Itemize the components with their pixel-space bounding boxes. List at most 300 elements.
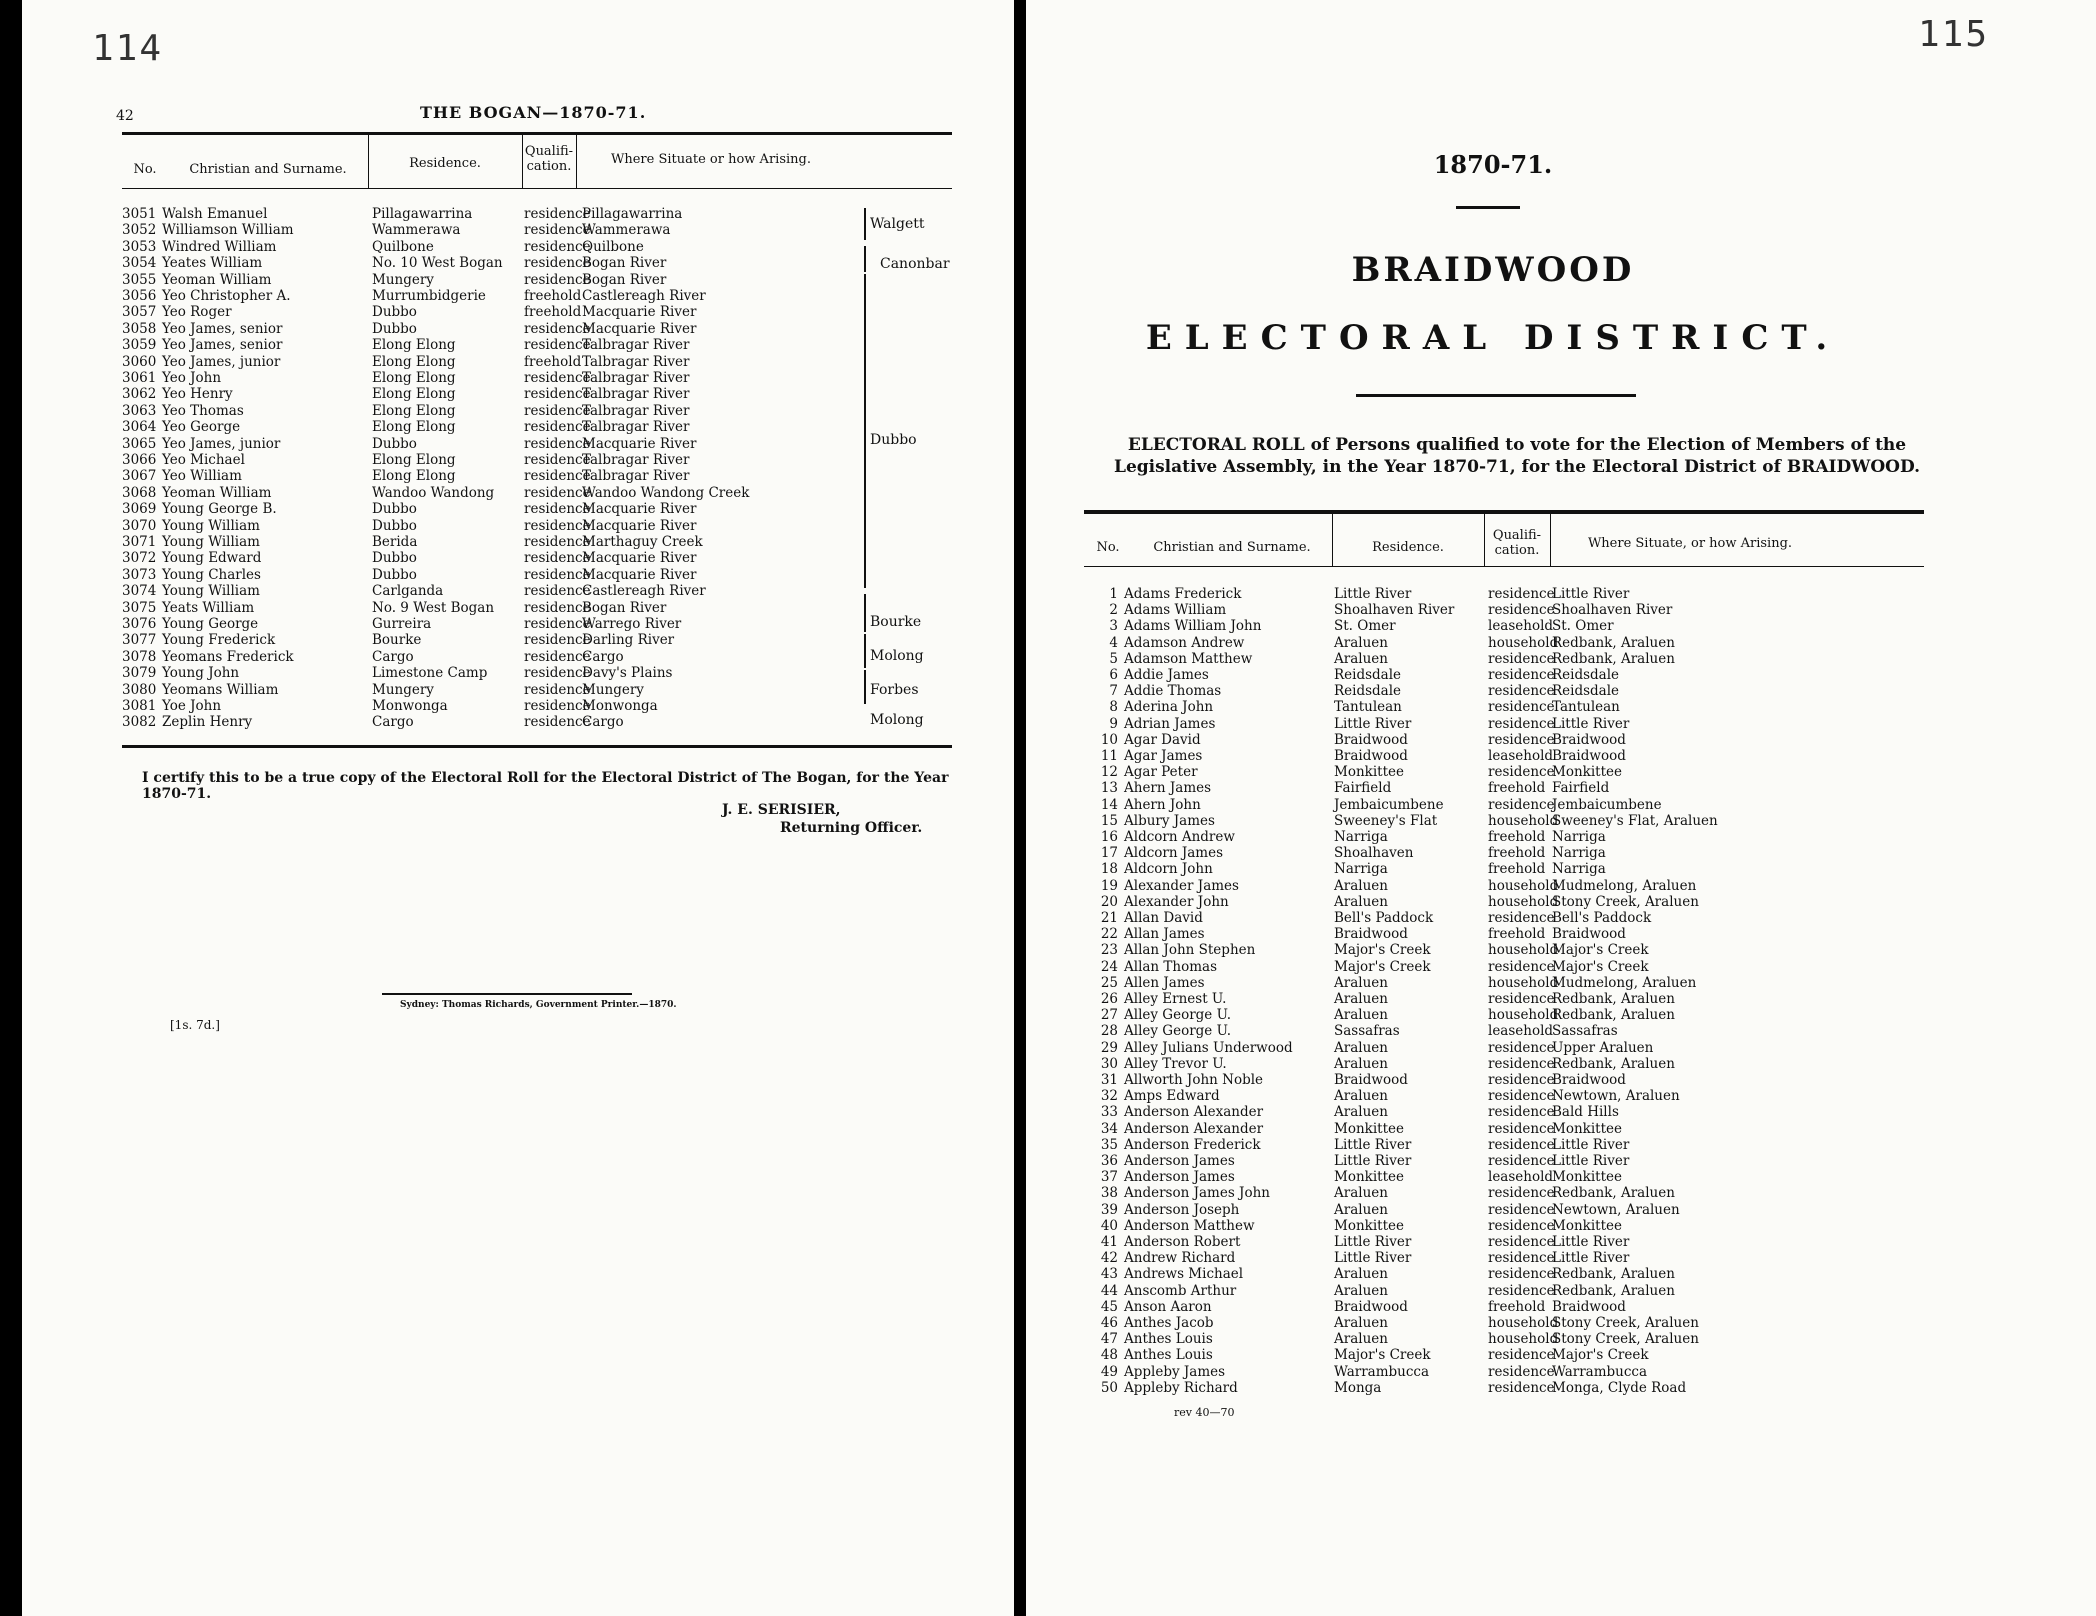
cell-residence: Araluen bbox=[1334, 1282, 1388, 1299]
cell-no: 26 bbox=[1100, 991, 1118, 1007]
table-row bbox=[1084, 797, 1924, 813]
cell-qual: leasehold bbox=[1488, 1023, 1554, 1040]
table-row bbox=[1084, 1185, 1924, 1201]
cell-qual: freehold bbox=[524, 353, 582, 370]
cell-name: Ahern John bbox=[1124, 796, 1201, 813]
cell-no: 28 bbox=[1100, 1023, 1118, 1040]
right-page bbox=[1026, 0, 2096, 1616]
table-row bbox=[122, 616, 952, 632]
cell-residence: Limestone Camp bbox=[372, 665, 488, 682]
cell-residence: Araluen bbox=[1334, 650, 1388, 667]
table-row bbox=[1084, 1023, 1924, 1039]
cell-residence: Mungery bbox=[372, 681, 434, 698]
cell-where: Narriga bbox=[1552, 845, 1606, 862]
table-row bbox=[1084, 1121, 1924, 1137]
table-row bbox=[122, 518, 952, 534]
cell-residence: Little River bbox=[1334, 715, 1412, 732]
cell-name: Yeo James, senior bbox=[162, 337, 283, 354]
cell-no: 45 bbox=[1100, 1298, 1118, 1315]
cell-qual: household bbox=[1488, 1007, 1559, 1024]
cell-where: Redbank, Araluen bbox=[1552, 991, 1675, 1007]
table-row bbox=[122, 649, 952, 665]
cell-where: Redbank, Araluen bbox=[1552, 1282, 1675, 1299]
table-row bbox=[122, 337, 952, 353]
cell-qual: residence bbox=[524, 337, 591, 354]
cell-name: Young Charles bbox=[162, 566, 261, 583]
cell-where: Stony Creek, Araluen bbox=[1552, 1315, 1699, 1331]
cell-no: 3070 bbox=[122, 517, 157, 534]
cell-where: Macquarie River bbox=[582, 550, 697, 567]
cell-residence: Narriga bbox=[1334, 861, 1388, 878]
cell-qual: residence bbox=[524, 255, 591, 272]
signatory-title: Returning Officer. bbox=[780, 820, 923, 836]
cell-qual: residence bbox=[524, 419, 591, 436]
cell-residence: Araluen bbox=[1334, 1039, 1388, 1056]
cell-name: Yeates William bbox=[162, 255, 263, 272]
cell-qual: residence bbox=[1488, 715, 1555, 732]
table-row bbox=[1084, 667, 1924, 683]
cell-where: Talbragar River bbox=[582, 402, 690, 419]
cell-where: Newtown, Araluen bbox=[1552, 1088, 1680, 1105]
table-row bbox=[1084, 1137, 1924, 1153]
table-row bbox=[122, 206, 952, 222]
cell-no: 48 bbox=[1100, 1347, 1118, 1364]
cell-no: 10 bbox=[1100, 731, 1118, 748]
table-row bbox=[1084, 975, 1924, 991]
cell-residence: Araluen bbox=[1334, 1104, 1388, 1121]
cell-qual: residence bbox=[1488, 1185, 1555, 1202]
cell-where: Cargo bbox=[582, 714, 624, 731]
cell-qual: leasehold bbox=[1488, 748, 1554, 764]
cell-residence: Dubbo bbox=[372, 501, 417, 518]
handwritten-page-number: 114 bbox=[92, 28, 164, 69]
cell-qual: residence bbox=[1488, 1379, 1555, 1396]
cell-name: Anderson James John bbox=[1124, 1185, 1270, 1202]
cell-no: 8 bbox=[1109, 699, 1118, 716]
cell-name: Yeo James, junior bbox=[162, 353, 281, 370]
table-row bbox=[1084, 878, 1924, 894]
table-row bbox=[122, 550, 952, 566]
table-row bbox=[1084, 1040, 1924, 1056]
cell-no: 3074 bbox=[122, 583, 157, 600]
cell-name: Yeo William bbox=[162, 468, 242, 485]
division-label: Molong bbox=[870, 712, 924, 728]
cell-where: Macquarie River bbox=[582, 517, 697, 534]
cell-no: 25 bbox=[1100, 974, 1118, 991]
table-row bbox=[1084, 959, 1924, 975]
handwritten-page-number: 115 bbox=[1918, 14, 1990, 55]
cell-no: 3057 bbox=[122, 304, 157, 321]
cell-where: Talbragar River bbox=[582, 419, 690, 436]
table-row bbox=[1084, 942, 1924, 958]
cell-qual: residence bbox=[1488, 910, 1555, 926]
cell-qual: residence bbox=[524, 534, 591, 550]
cell-qual: freehold bbox=[1488, 780, 1546, 797]
col-qualification: Qualifi-cation. bbox=[524, 144, 574, 174]
table-row bbox=[122, 304, 952, 320]
cell-where: Warrego River bbox=[582, 616, 682, 632]
table-row bbox=[1084, 926, 1924, 942]
cell-qual: residence bbox=[524, 435, 591, 452]
table-row bbox=[1084, 1380, 1924, 1396]
cell-qual: residence bbox=[1488, 1201, 1555, 1218]
cell-qual: household bbox=[1488, 1315, 1559, 1331]
cell-name: Allan David bbox=[1124, 910, 1203, 926]
table-row bbox=[1084, 602, 1924, 618]
cell-residence: Little River bbox=[1334, 1136, 1412, 1153]
division-label: Forbes bbox=[870, 682, 919, 698]
cell-no: 3052 bbox=[122, 222, 157, 239]
cell-where: Little River bbox=[1552, 1136, 1630, 1153]
cell-name: Adrian James bbox=[1124, 715, 1216, 732]
table-row bbox=[1084, 683, 1924, 699]
table-row bbox=[1084, 1218, 1924, 1234]
cell-no: 50 bbox=[1100, 1379, 1118, 1396]
cell-residence: Araluen bbox=[1334, 1331, 1388, 1348]
cell-where: Talbragar River bbox=[582, 468, 690, 485]
cell-residence: Araluen bbox=[1334, 1055, 1388, 1072]
cell-no: 19 bbox=[1100, 877, 1118, 894]
cell-name: Anthes Louis bbox=[1124, 1331, 1213, 1348]
cell-qual: household bbox=[1488, 812, 1559, 829]
cell-name: Agar David bbox=[1124, 731, 1201, 748]
cell-name: Yeo John bbox=[162, 370, 222, 386]
cell-residence: Araluen bbox=[1334, 1007, 1388, 1024]
cell-name: Andrew Richard bbox=[1124, 1250, 1236, 1267]
cell-name: Young Frederick bbox=[162, 632, 276, 649]
cell-residence: Elong Elong bbox=[372, 419, 456, 436]
cell-residence: Fairfield bbox=[1334, 780, 1392, 797]
division-label: Bourke bbox=[870, 614, 922, 630]
table-row bbox=[122, 567, 952, 583]
cell-qual: residence bbox=[524, 468, 591, 485]
table-row bbox=[122, 682, 952, 698]
cell-where: Redbank, Araluen bbox=[1552, 1055, 1675, 1072]
cell-where: Talbragar River bbox=[582, 337, 690, 354]
cell-no: 29 bbox=[1100, 1039, 1118, 1056]
cell-no: 3069 bbox=[122, 501, 157, 518]
year-heading: 1870-71. bbox=[1433, 150, 1553, 179]
cell-where: Narriga bbox=[1552, 829, 1606, 845]
table-row bbox=[122, 534, 952, 550]
cell-qual: freehold bbox=[524, 288, 582, 304]
table-row bbox=[122, 272, 952, 288]
cell-no: 3078 bbox=[122, 648, 157, 665]
cell-name: Yoe John bbox=[162, 698, 222, 714]
cell-residence: Bell's Paddock bbox=[1334, 910, 1434, 926]
table-row bbox=[122, 403, 952, 419]
table-row bbox=[1084, 845, 1924, 861]
cell-residence: Murrumbidgerie bbox=[372, 288, 486, 304]
cell-name: Anderson Alexander bbox=[1124, 1104, 1264, 1121]
district-name: BRAIDWOOD bbox=[1351, 250, 1635, 290]
cell-no: 47 bbox=[1100, 1331, 1118, 1348]
cell-residence: Braidwood bbox=[1334, 748, 1408, 764]
cell-qual: residence bbox=[524, 681, 591, 698]
cell-qual: leasehold bbox=[1488, 618, 1554, 635]
cell-residence: Braidwood bbox=[1334, 926, 1408, 943]
cell-where: Upper Araluen bbox=[1552, 1039, 1654, 1056]
cell-where: Cargo bbox=[582, 648, 624, 665]
cell-where: Talbragar River bbox=[582, 386, 690, 403]
cell-qual: freehold bbox=[1488, 926, 1546, 943]
cell-no: 42 bbox=[1100, 1250, 1118, 1267]
table-row bbox=[1084, 618, 1924, 634]
cell-residence: Reidsdale bbox=[1334, 683, 1402, 700]
cell-name: Yeo Michael bbox=[162, 452, 245, 468]
cell-residence: Monkittee bbox=[1334, 1217, 1404, 1234]
cell-where: Mudmelong, Araluen bbox=[1552, 877, 1697, 894]
cell-residence: Little River bbox=[1334, 1250, 1412, 1267]
cell-residence: No. 10 West Bogan bbox=[372, 255, 503, 272]
cell-no: 16 bbox=[1100, 829, 1118, 845]
cell-no: 36 bbox=[1100, 1153, 1118, 1169]
cell-no: 3063 bbox=[122, 402, 157, 419]
cell-qual: residence bbox=[524, 238, 591, 255]
cell-where: Monwonga bbox=[582, 698, 658, 714]
cell-name: Anthes Jacob bbox=[1124, 1315, 1214, 1331]
cell-qual: residence bbox=[524, 271, 591, 288]
cell-qual: residence bbox=[1488, 1039, 1555, 1056]
cell-no: 49 bbox=[1100, 1363, 1118, 1380]
cell-name: Alexander James bbox=[1124, 877, 1239, 894]
cell-name: Young John bbox=[162, 665, 240, 682]
table-row bbox=[1084, 635, 1924, 651]
cell-qual: residence bbox=[524, 616, 591, 632]
cell-name: Alley Ernest U. bbox=[1124, 991, 1227, 1007]
cell-qual: residence bbox=[1488, 1250, 1555, 1267]
cell-no: 3066 bbox=[122, 452, 157, 468]
cell-where: Redbank, Araluen bbox=[1552, 1007, 1675, 1024]
cell-name: Windred William bbox=[162, 238, 277, 255]
cell-name: Anderson James bbox=[1124, 1169, 1235, 1186]
cell-name: Aderina John bbox=[1124, 699, 1214, 716]
cell-qual: residence bbox=[524, 550, 591, 567]
cell-no: 3073 bbox=[122, 566, 157, 583]
cell-name: Amps Edward bbox=[1124, 1088, 1220, 1105]
cell-name: Agar James bbox=[1124, 748, 1203, 764]
cell-no: 3058 bbox=[122, 320, 157, 337]
cell-qual: freehold bbox=[524, 304, 582, 321]
cell-residence: Araluen bbox=[1334, 893, 1388, 910]
cell-qual: residence bbox=[1488, 1153, 1555, 1169]
cell-where: Monkittee bbox=[1552, 1120, 1622, 1137]
cell-residence: Cargo bbox=[372, 714, 414, 731]
cell-name: Yeo Roger bbox=[162, 304, 232, 321]
cell-name: Adams Frederick bbox=[1124, 586, 1242, 602]
cell-qual: residence bbox=[524, 566, 591, 583]
cell-where: Little River bbox=[1552, 1234, 1630, 1250]
cell-qual: residence bbox=[524, 386, 591, 403]
cell-no: 14 bbox=[1100, 796, 1118, 813]
cell-residence: Major's Creek bbox=[1334, 942, 1431, 959]
division-label: Walgett bbox=[870, 216, 925, 232]
cell-qual: residence bbox=[1488, 991, 1555, 1007]
cell-name: Albury James bbox=[1124, 812, 1215, 829]
cell-qual: household bbox=[1488, 893, 1559, 910]
cell-name: Young William bbox=[162, 517, 260, 534]
printer-line: Sydney: Thomas Richards, Government Printer.—1870. bbox=[400, 1000, 677, 1010]
cell-no: 3051 bbox=[122, 206, 157, 222]
cell-qual: residence bbox=[1488, 1363, 1555, 1380]
col-where: Where Situate or how Arising. bbox=[611, 152, 811, 167]
cell-residence: Araluen bbox=[1334, 1315, 1388, 1331]
col-residence: Residence. bbox=[1372, 540, 1444, 555]
cell-qual: residence bbox=[1488, 1217, 1555, 1234]
cell-qual: residence bbox=[1488, 586, 1555, 602]
cell-residence: Monga bbox=[1334, 1379, 1382, 1396]
cell-name: Zeplin Henry bbox=[162, 714, 253, 731]
cell-no: 30 bbox=[1100, 1055, 1118, 1072]
table-row bbox=[122, 321, 952, 337]
cell-no: 3080 bbox=[122, 681, 157, 698]
cell-where: Reidsdale bbox=[1552, 667, 1620, 683]
cell-name: Alley Trevor U. bbox=[1124, 1055, 1227, 1072]
table-row bbox=[1084, 1364, 1924, 1380]
cell-qual: residence bbox=[1488, 602, 1555, 619]
cell-where: Shoalhaven River bbox=[1552, 602, 1673, 619]
cell-name: Yeo Thomas bbox=[162, 402, 244, 419]
cell-qual: residence bbox=[524, 320, 591, 337]
cell-qual: residence bbox=[1488, 1266, 1555, 1283]
cell-where: Quilbone bbox=[582, 238, 644, 255]
left-page bbox=[22, 0, 1014, 1616]
col-name: Christian and Surname. bbox=[1153, 540, 1311, 555]
cell-where: Macquarie River bbox=[582, 304, 697, 321]
running-title: THE BOGAN—1870-71. bbox=[420, 103, 647, 122]
cell-where: Fairfield bbox=[1552, 780, 1610, 797]
cell-name: Allan John Stephen bbox=[1124, 942, 1256, 959]
cell-where: Reidsdale bbox=[1552, 683, 1620, 700]
cell-where: Macquarie River bbox=[582, 566, 697, 583]
table-row bbox=[1084, 1331, 1924, 1347]
cell-qual: residence bbox=[524, 452, 591, 468]
cell-residence: Elong Elong bbox=[372, 452, 456, 468]
table-row bbox=[1084, 716, 1924, 732]
cell-no: 4 bbox=[1109, 634, 1118, 651]
cell-name: Anderson Matthew bbox=[1124, 1217, 1255, 1234]
cell-where: Redbank, Araluen bbox=[1552, 1185, 1675, 1202]
table-row bbox=[122, 354, 952, 370]
cell-no: 6 bbox=[1109, 667, 1118, 683]
cell-where: Bell's Paddock bbox=[1552, 910, 1652, 926]
cell-where: Macquarie River bbox=[582, 501, 697, 518]
cell-name: Adams William bbox=[1124, 602, 1227, 619]
table-row bbox=[1084, 1007, 1924, 1023]
cell-no: 3077 bbox=[122, 632, 157, 649]
cell-no: 13 bbox=[1100, 780, 1118, 797]
cell-qual: residence bbox=[524, 583, 591, 600]
cell-residence: Dubbo bbox=[372, 320, 417, 337]
cell-name: Yeo James, senior bbox=[162, 320, 283, 337]
cell-qual: freehold bbox=[1488, 861, 1546, 878]
table-row bbox=[122, 222, 952, 238]
cell-no: 3061 bbox=[122, 370, 157, 386]
table-row bbox=[122, 665, 952, 681]
district-label: ELECTORAL DISTRICT. bbox=[1145, 318, 1841, 358]
cell-name: Yeo George bbox=[162, 419, 241, 436]
table-row bbox=[122, 288, 952, 304]
table-row bbox=[1084, 586, 1924, 602]
cell-qual: household bbox=[1488, 877, 1559, 894]
cell-no: 3082 bbox=[122, 714, 157, 731]
cell-name: Yeo Christopher A. bbox=[162, 288, 291, 304]
cell-name: Alexander John bbox=[1124, 893, 1229, 910]
cell-name: Addie James bbox=[1124, 667, 1209, 683]
cell-no: 24 bbox=[1100, 958, 1118, 975]
cell-name: Anderson Alexander bbox=[1124, 1120, 1264, 1137]
cell-where: Major's Creek bbox=[1552, 958, 1649, 975]
cell-name: Young William bbox=[162, 583, 260, 600]
table-row bbox=[122, 239, 952, 255]
division-label: Dubbo bbox=[870, 432, 917, 448]
cell-name: Anderson James bbox=[1124, 1153, 1235, 1169]
cell-no: 3054 bbox=[122, 255, 157, 272]
cell-name: Yeats William bbox=[162, 599, 255, 616]
cell-where: Monga, Clyde Road bbox=[1552, 1379, 1687, 1396]
cell-name: Young William bbox=[162, 534, 260, 550]
cell-residence: Araluen bbox=[1334, 1266, 1388, 1283]
cell-residence: Dubbo bbox=[372, 304, 417, 321]
table-row bbox=[1084, 1299, 1924, 1315]
cell-qual: residence bbox=[1488, 1055, 1555, 1072]
table-row bbox=[122, 501, 952, 517]
cell-where: Darling River bbox=[582, 632, 675, 649]
cell-residence: Sassafras bbox=[1334, 1023, 1400, 1040]
cell-name: Anson Aaron bbox=[1124, 1298, 1212, 1315]
cell-no: 12 bbox=[1100, 764, 1118, 781]
cell-residence: Quilbone bbox=[372, 238, 434, 255]
table-row bbox=[122, 386, 952, 402]
cell-no: 3068 bbox=[122, 484, 157, 501]
table-row bbox=[122, 485, 952, 501]
cell-qual: residence bbox=[1488, 667, 1555, 683]
cell-residence: Warrambucca bbox=[1334, 1363, 1430, 1380]
cell-name: Anderson Robert bbox=[1124, 1234, 1241, 1250]
cell-where: Talbragar River bbox=[582, 370, 690, 386]
table-row bbox=[122, 468, 952, 484]
cell-qual: residence bbox=[1488, 1347, 1555, 1364]
cell-residence: Reidsdale bbox=[1334, 667, 1402, 683]
cell-where: Pillagawarrina bbox=[582, 206, 683, 222]
cell-residence: Major's Creek bbox=[1334, 1347, 1431, 1364]
cell-where: Bogan River bbox=[582, 255, 667, 272]
cell-residence: Little River bbox=[1334, 1234, 1412, 1250]
cell-no: 37 bbox=[1100, 1169, 1118, 1186]
cell-no: 11 bbox=[1100, 748, 1118, 764]
cell-qual: residence bbox=[1488, 1136, 1555, 1153]
cell-qual: residence bbox=[1488, 650, 1555, 667]
cell-where: Macquarie River bbox=[582, 320, 697, 337]
cell-where: Jembaicumbene bbox=[1552, 796, 1662, 813]
cell-no: 3056 bbox=[122, 288, 157, 304]
cell-qual: residence bbox=[1488, 1104, 1555, 1121]
cell-residence: Wammerawa bbox=[372, 222, 461, 239]
cell-qual: residence bbox=[524, 665, 591, 682]
cell-residence: Elong Elong bbox=[372, 370, 456, 386]
cell-no: 3071 bbox=[122, 534, 157, 550]
cell-no: 5 bbox=[1109, 650, 1118, 667]
cell-where: Castlereagh River bbox=[582, 583, 706, 600]
cell-residence: Sweeney's Flat bbox=[1334, 812, 1438, 829]
cell-qual: residence bbox=[524, 648, 591, 665]
cell-where: Redbank, Araluen bbox=[1552, 1266, 1675, 1283]
cell-qual: residence bbox=[1488, 1234, 1555, 1250]
cell-no: 3072 bbox=[122, 550, 157, 567]
cell-where: Sweeney's Flat, Araluen bbox=[1552, 812, 1718, 829]
cell-residence: Dubbo bbox=[372, 550, 417, 567]
table-row bbox=[1084, 1104, 1924, 1120]
